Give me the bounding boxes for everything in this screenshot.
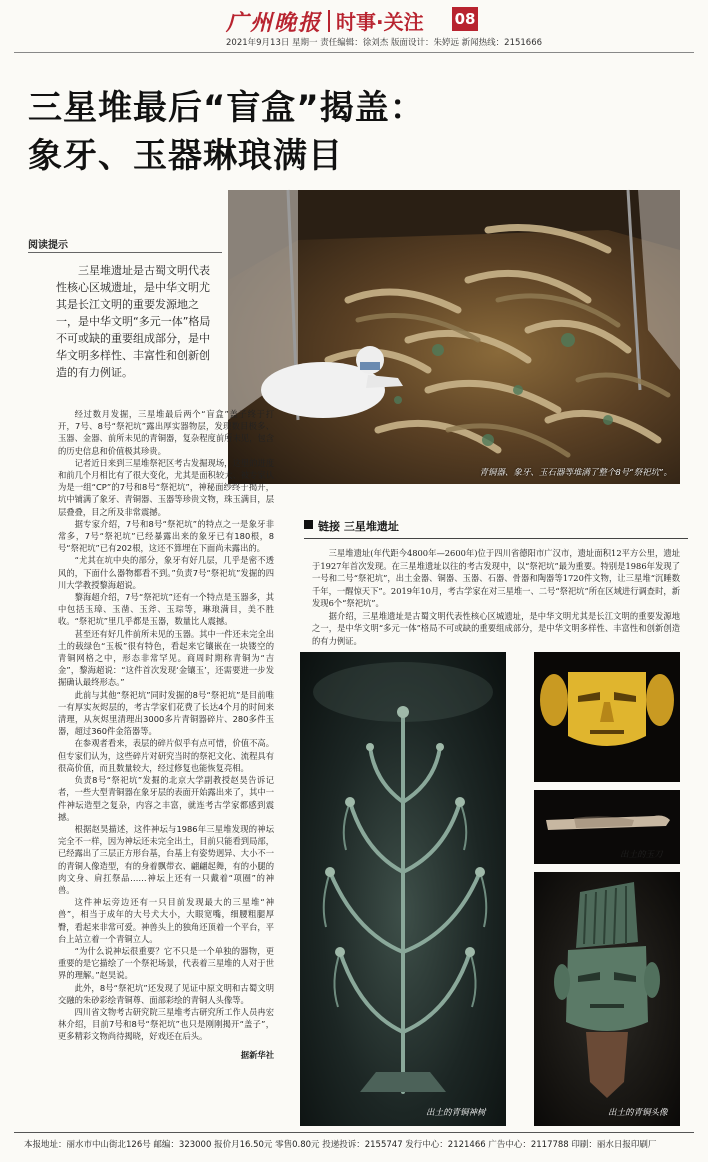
article-paragraph: 经过数月发掘，三星堆最后两个“盲盒”盖子终于打开，7号、8号“祭祀坑”露出厚实器物层，发现数目极多、玉器、金器、前所未见的青铜器，复杂程度前所未见，包含的历史信息和价值极其珍贵。 [58,409,274,456]
bronze-tree-photo [300,652,506,1126]
link-box-rule [304,538,688,539]
masthead-rule [14,52,694,53]
article-paragraph: 据专家介绍，7号和8号“祭祀坑”的特点之一是象牙非常多，7号“祭祀坑”已经暴露出来的象牙已有180根，8号“祭祀坑”已有202根，这还不算埋在下面尚未露出的。 [58,518,274,554]
bronze-tree-illustration [300,652,506,1126]
article-paragraph: 此外，8号“祭祀坑”还发现了见证中原文明和古蜀文明交融的朱砂彩绘青铜尊、面部彩绘的青铜人头像等。 [58,982,274,1005]
article-source: 据新华社 [240,1049,274,1060]
bronze-head-caption: 出土的青铜头像 [608,1108,668,1118]
gold-mask-photo [534,652,680,782]
jade-knife-caption: 出土的玉刀 [620,850,663,860]
hero-caption: 青铜器、象牙、玉石器等堆满了整个8号“祭祀坑”。 [479,468,672,478]
tips-body: 三星堆遗址是古蜀文明代表性核心区城遗址，是中华文明尤其是长江文明的重要发源地之一，是中华文明“多元一体”格局不可或缺的重要组成部分，是中华文明多样性、丰富性和创新创造的有力例证。 [56,264,211,379]
article-paragraph: 黎海超介绍，7号“祭祀坑”还有一个特点是玉器多，其中包括玉璋、玉凿、玉斧、玉琮等，琳琅满目，美不胜收。“祭祀坑”里几乎都是玉器，数量比人震撼。 [58,592,274,627]
excavation-pit-illustration [228,190,680,484]
link-box-body [304,547,688,647]
bronze-head-photo [534,872,680,1126]
bronze-tree-caption: 出土的青铜神树 [426,1108,486,1118]
article-paragraph: 此前与其他“祭祀坑”同时发掘的8号“祭祀坑”是目前唯一有厚实灰烬层的，考古学家们花费了长达4个月的时间来清理，从灰烬里清理出3000多片青铜器碎片、280多件玉器，超过360件金箔器等。 [58,689,274,737]
tips-title: 阅读提示 [28,240,68,251]
link-paragraph: 三星堆遗址(年代距今4800年—2600年)位于四川省德阳市广汉市，遗址面积12平方公里，遗址于1927年首次发现。在三星堆遗址以往的考古发现中，以“祭祀坑”最为重要。特别是1986年发现了一号和二号“祭祀坑”，出土金器、铜器、玉器、石器、骨器和陶器等1720件文物，让三星堆“沉睡数千年，一醒惊天下”。2019年10月，考古学家在对三星堆一、二号“祭祀坑”所在区域进行调查时，新发现6个“祭祀坑”。 [312,548,680,608]
masthead [0,0,708,50]
tips-rule [28,252,222,253]
link-paragraph: 据介绍，三星堆遗址是古蜀文明代表性核心区城遗址，是中华文明尤其是长江文明的重要发源地之一，是中华文明“多元一体”格局不可或缺的重要组成部分，是中华文明多样性、丰富性和创新创造的有力例证。 [312,610,680,646]
masthead-meta: 2021年9月13日 星期一 责任编辑：徐刘杰 版面设计：朱婷远 新闻热线：2151666 [226,38,543,48]
headline [28,84,508,180]
article-paragraph: “尤其在坑中央的部分，象牙有好几层，几乎是密不透风的，下面什么器物都看不到。”负责7号“祭祀坑”发掘的四川大学教授黎海超说。 [58,555,274,590]
footer-rule [14,1132,694,1133]
masthead-separator [328,10,330,32]
section-title: 时事·关注 [336,10,424,34]
headline-line-2: 象牙、玉器琳琅满目 [28,136,343,176]
article-paragraph: 四川省文物考古研究院三星堆考古研究所工作人员冉宏林介绍，目前7号和8号“祭祀坑”也只是刚刚揭开“盖子”，更多精彩文物尚待揭晓，好戏还在后头。 [58,1006,274,1042]
page-number-badge: 08 [452,7,478,31]
article-paragraph: “为什么说神坛很重要？它不只是一个单独的器物，更重要的是它描绘了一个祭祀场景，代表着三星堆的人对于世界的理解。”赵昊说。 [58,945,274,981]
article-paragraph: 记者近日来到三星堆祭祀区考古发掘现场，这里的进度和前几个月相比有了很大变化，尤其是面积较大、被专家认为是一组“CP”的7号和8号“祭祀坑”，神秘面纱终于揭开，坑中铺满了象牙、青铜器、玉器等珍贵文物，珠玉满目，层层叠叠，目之所及非常震撼。 [58,457,274,517]
main-article [58,408,274,1128]
headline-line-1: 三星堆最后“盲盒”揭盖： [28,88,425,128]
article-paragraph: 根据赵昊描述，这件神坛与1986年三星堆发现的神坛完全不一样，因为神坛还未完全出土，目前只能看到局部，已经露出了三层正方形台基，台基上有姿势迥异、大小不一的青铜人像造型，有的身着飘带衣、翩翩起舞，有的小腿的肉文身、肩扛祭品……神坛上还有一只戴着“项圈”的神兽。 [58,823,274,895]
newspaper-logo: 广州晚报 [226,10,323,36]
link-box [304,518,688,647]
article-paragraph: 这件神坛旁边还有一只目前发现最大的三星堆“神兽”，相当于成年的大号犬大小，大眼宽嘴，细腰粗腿厚臀，看起来非常可爱。神兽头上的独角还顶着一个平台，平台上站立着一个青铜立人。 [58,897,274,944]
hero-photo [228,190,680,484]
footer: 本报地址：丽水市中山街北126号 邮编：323000 报价月16.50元 零售0.80元 投递投诉：2155747 发行中心：2121466 广告中心：2117788 印刷：丽水日报印刷厂 [24,1140,657,1150]
link-box-title: 链接 三星堆遗址 [304,518,688,534]
article-paragraph: 在参观者看来，表层的碎片似乎有点可惜，价值不高。但专家们认为，这些碎片对研究当时的祭祀文化、流程具有很高价值，而且数量较大，经过修复也能恢复亮相。 [58,738,274,773]
article-paragraph: 负责8号“祭祀坑”发掘的北京大学副教授赵昊告诉记者，一些大型青铜器在象牙层的表面开始露出来了，其中一件神坛造型之复杂，内容之丰富，就连考古学家都感到震撼。 [58,775,274,822]
bronze-head-illustration [534,872,680,1126]
article-paragraph: 甚至还有好几件前所未见的玉器。其中一件还未完全出土的载绿色“玉板”很有特色，看起来它镶嵌在一块镂空的青铜网格之中，形态非常罕见。商周时期称青铜为“吉金”，黎海超说：“这件首次发现‘金镶玉’，还需要进一步发掘确认最终形态。” [58,628,274,688]
gold-mask-illustration [534,652,680,782]
